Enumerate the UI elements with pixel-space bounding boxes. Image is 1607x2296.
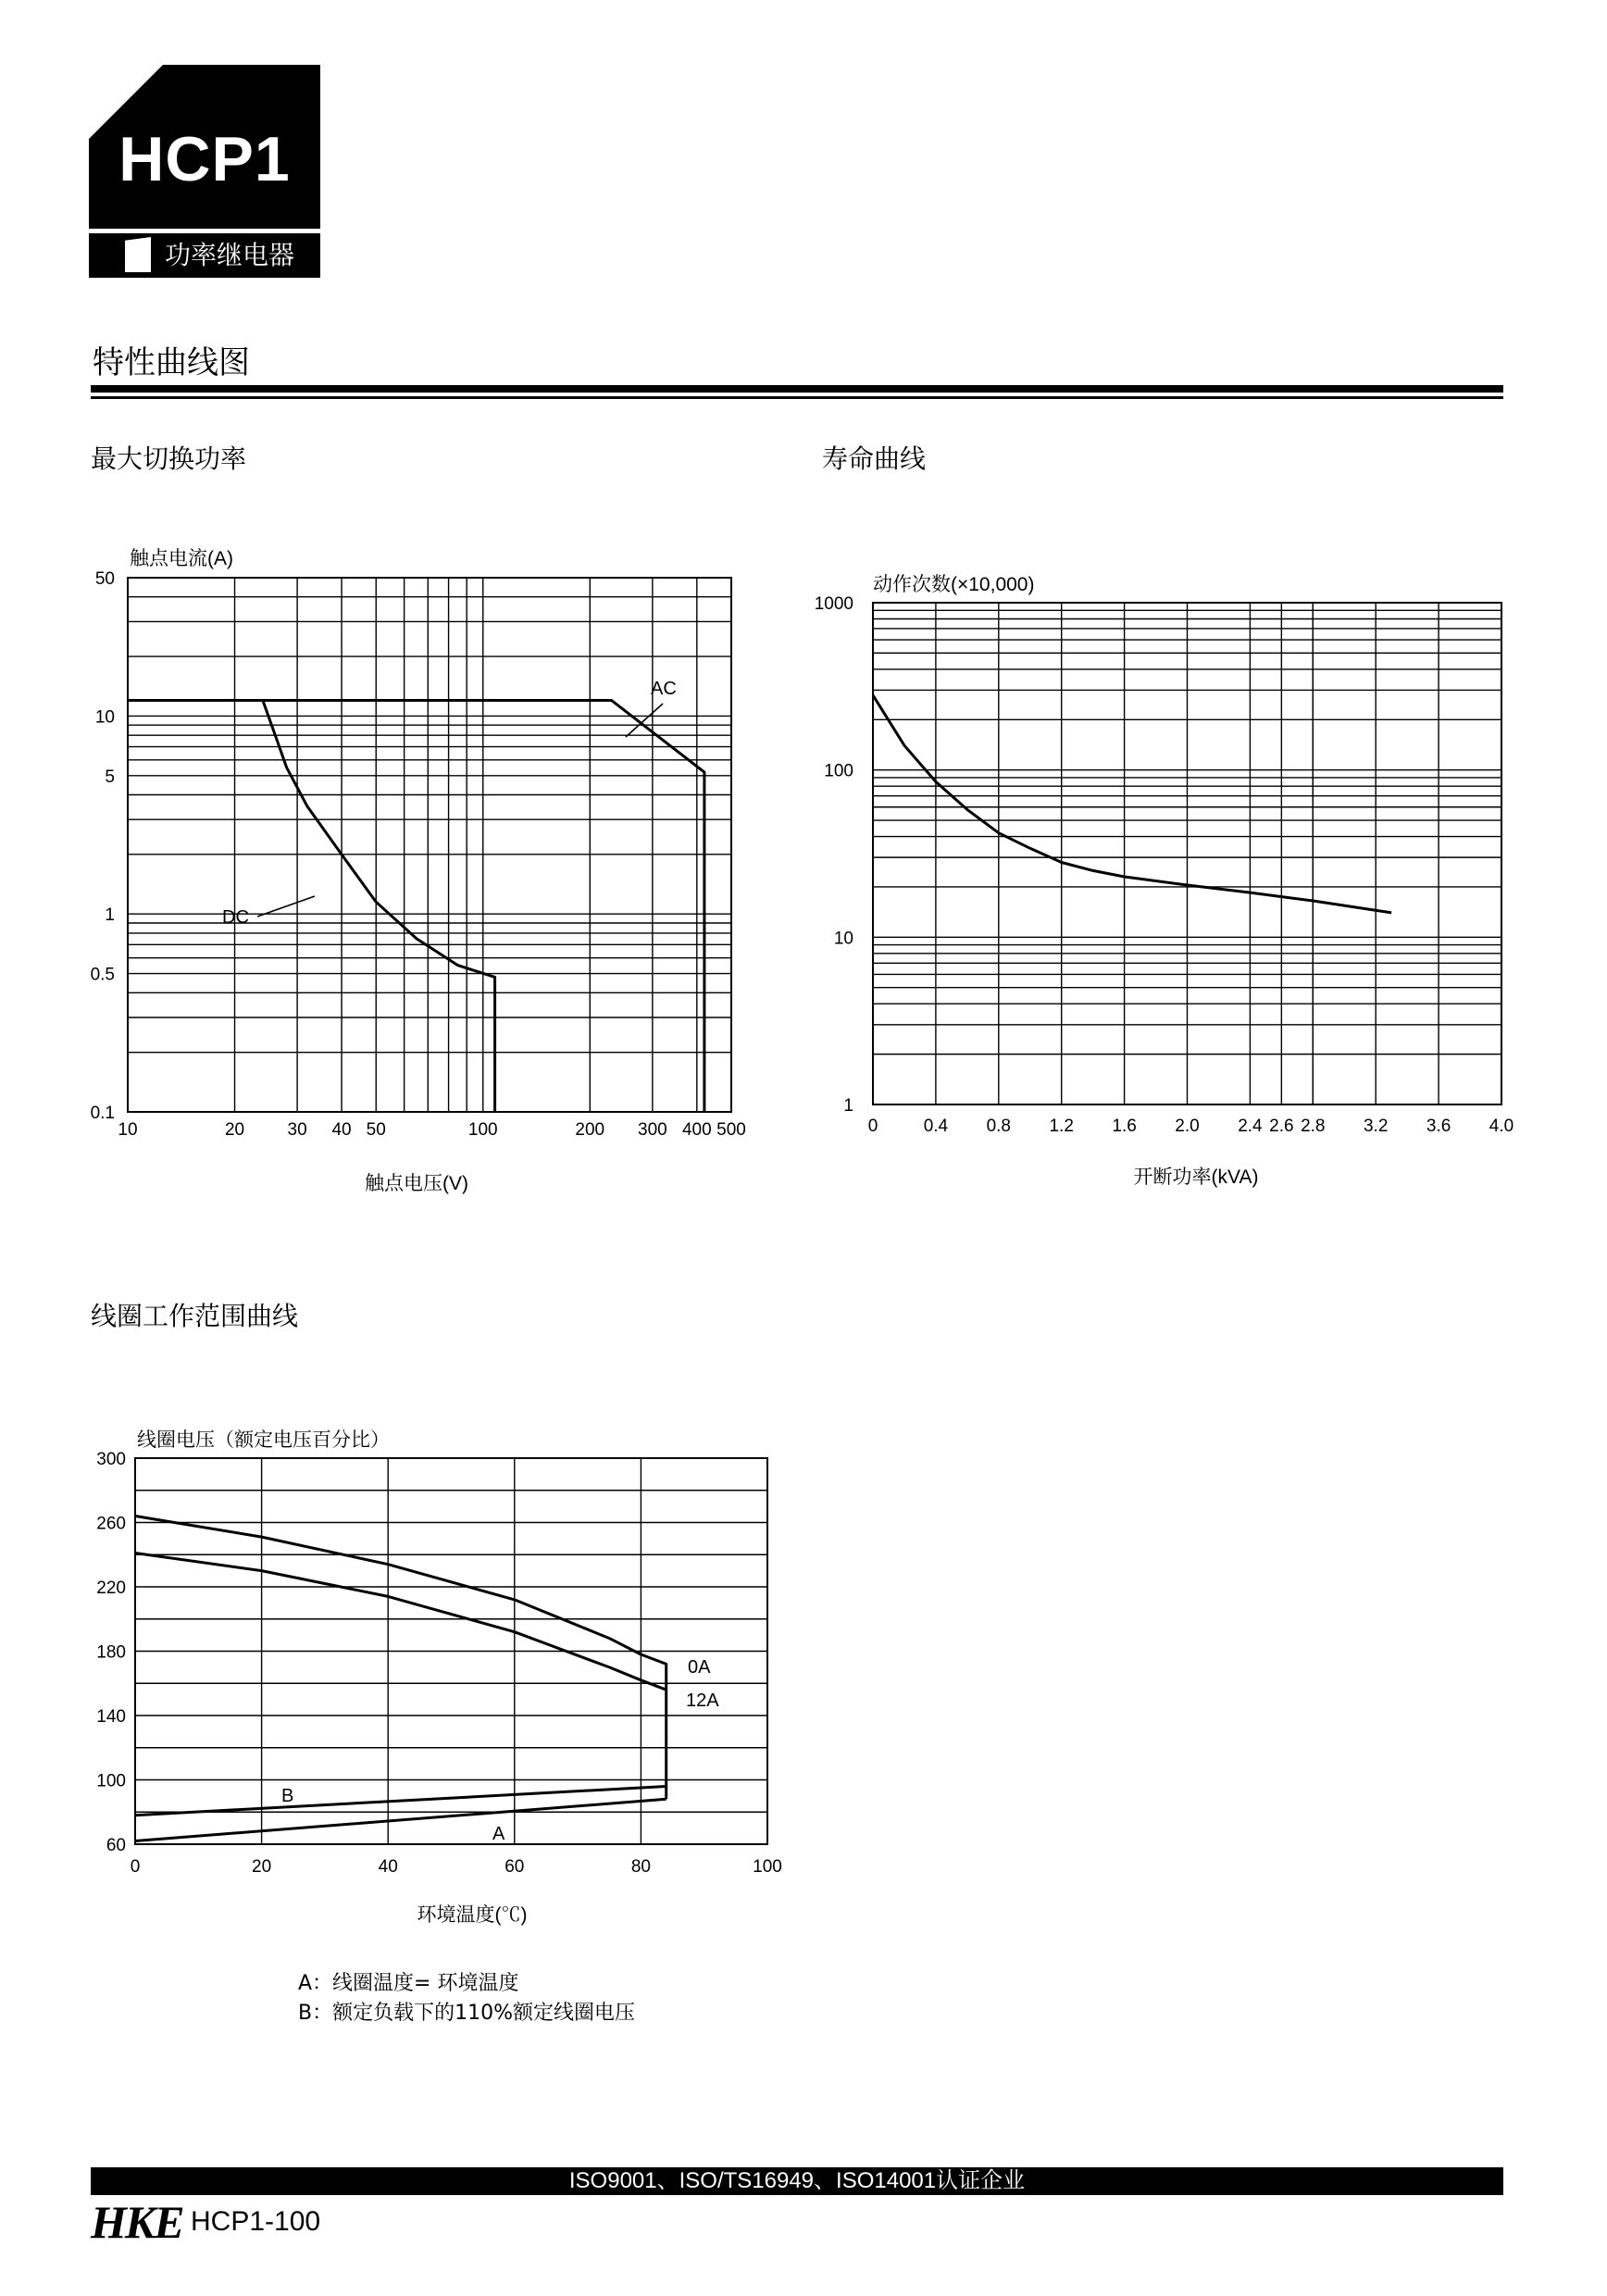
- model-code: HCP1-100: [191, 2206, 321, 2237]
- chart3-series-label-b: B: [281, 1786, 294, 1806]
- chart3-y-tick-label: 180: [96, 1642, 126, 1663]
- coil-range-title: 线圈工作范围曲线: [91, 1301, 299, 1331]
- chart3-x-axis-label: 环境温度(℃): [417, 1904, 528, 1926]
- chart3-x-tick-label: 0: [130, 1857, 141, 1877]
- certification-text: ISO9001、ISO/TS16949、ISO14001认证企业: [568, 2168, 1026, 2193]
- life-curve-title: 寿命曲线: [822, 443, 927, 474]
- chart1-x-tick-label: 10: [118, 1120, 138, 1140]
- chart1-leader-ac: [626, 704, 663, 737]
- brand-logo: HKE: [91, 2196, 183, 2248]
- chart3-x-tick-label: 40: [378, 1857, 398, 1877]
- chart2-series-main: [873, 695, 1391, 913]
- chart3-series-label-12a: 12A: [686, 1691, 719, 1711]
- chart1-frame: [128, 578, 731, 1112]
- chart2-x-tick-label: 0: [867, 1117, 878, 1136]
- chart3-series-label-0a: 0A: [688, 1657, 711, 1678]
- logo-text: HCP1: [118, 124, 291, 194]
- chart1-y-tick-label: 5: [105, 767, 115, 787]
- chart1-x-tick-label: 200: [575, 1120, 605, 1140]
- max-switching-title: 最大切换功率: [91, 443, 247, 474]
- chart3-series-a: [135, 1799, 666, 1841]
- chart1-y-tick-label: 1: [105, 905, 115, 926]
- section-title: 特性曲线图: [93, 344, 250, 381]
- chart1-y-tick-label: 10: [94, 707, 115, 728]
- chart2-x-tick-label: 1.6: [1112, 1117, 1137, 1136]
- chart3-x-tick-label: 20: [252, 1857, 272, 1877]
- chart1-x-tick-label: 100: [467, 1120, 498, 1140]
- chart3-series-12a: [135, 1554, 666, 1800]
- chart2-y-tick-label: 1000: [814, 594, 853, 614]
- chart2-x-tick-label: 2.4: [1238, 1117, 1263, 1136]
- chart2-x-tick-label: 0.8: [986, 1117, 1012, 1136]
- chart3-y-tick-label: 260: [96, 1514, 126, 1534]
- note-b: B：额定负载下的110%额定线圈电压: [298, 2002, 635, 2025]
- chart2-x-tick-label: 4.0: [1489, 1117, 1514, 1136]
- chart1-x-axis-label: 触点电压(V): [365, 1173, 468, 1194]
- chart1-y-tick-label: 50: [94, 569, 115, 589]
- chart2-x-tick-label: 3.2: [1363, 1117, 1389, 1136]
- chart3-y-tick-label: 220: [96, 1578, 126, 1598]
- chart2-x-tick-label: 2.0: [1175, 1117, 1200, 1136]
- chart2-y-tick-label: 10: [833, 929, 853, 949]
- chart3-y-tick-label: 140: [96, 1707, 126, 1727]
- chart2-x-tick-label: 1.2: [1049, 1117, 1074, 1136]
- chart3-series-b: [135, 1787, 666, 1816]
- chart1-y-tick-label: 0.1: [90, 1104, 115, 1123]
- chart2-x-tick-label: 2.6: [1269, 1117, 1294, 1136]
- chart1-x-tick-label: 40: [331, 1120, 352, 1140]
- chart1-x-tick-label: 30: [287, 1120, 307, 1140]
- chart1-x-tick-label: 400: [681, 1120, 712, 1140]
- chart2-x-tick-label: 3.6: [1426, 1117, 1451, 1136]
- chart3-series-0a: [135, 1516, 666, 1691]
- chart3-x-tick-label: 100: [753, 1857, 782, 1877]
- chart1-x-tick-label: 20: [224, 1120, 245, 1140]
- chart3-x-tick-label: 80: [630, 1857, 651, 1877]
- chart3-y-axis-label: 线圈电压（额定电压百分比）: [137, 1429, 390, 1451]
- chart1-x-tick-label: 50: [366, 1120, 386, 1140]
- chart2-x-tick-label: 2.8: [1301, 1117, 1326, 1136]
- chart1-y-tick-label: 0.5: [90, 965, 115, 985]
- chart3-y-tick-label: 60: [106, 1836, 126, 1855]
- chart1-series-ac: [128, 701, 704, 1113]
- chart1-series-label-ac: AC: [651, 679, 677, 699]
- chart1-series-label-dc: DC: [222, 907, 249, 928]
- chart2-y-axis-label: 动作次数(×10,000): [873, 574, 1035, 595]
- chart3-y-tick-label: 100: [96, 1771, 126, 1791]
- chart2-y-tick-label: 1: [843, 1096, 853, 1116]
- chart2-x-tick-label: 0.4: [923, 1117, 949, 1136]
- chart3-y-tick-label: 300: [96, 1450, 126, 1469]
- chart3-x-tick-label: 60: [505, 1857, 525, 1877]
- chart1-y-axis-label: 触点电流(A): [130, 548, 233, 569]
- chart1-x-tick-label: 500: [716, 1120, 746, 1140]
- chart3-series-label-a: A: [492, 1824, 505, 1844]
- note-a: A：线圈温度= 环境温度: [298, 1972, 519, 1995]
- chart2-y-tick-label: 100: [824, 761, 853, 781]
- chart2-x-axis-label: 开断功率(kVA): [1133, 1167, 1259, 1188]
- chart1-x-tick-label: 300: [638, 1120, 667, 1140]
- product-type-label: 功率继电器: [165, 240, 295, 270]
